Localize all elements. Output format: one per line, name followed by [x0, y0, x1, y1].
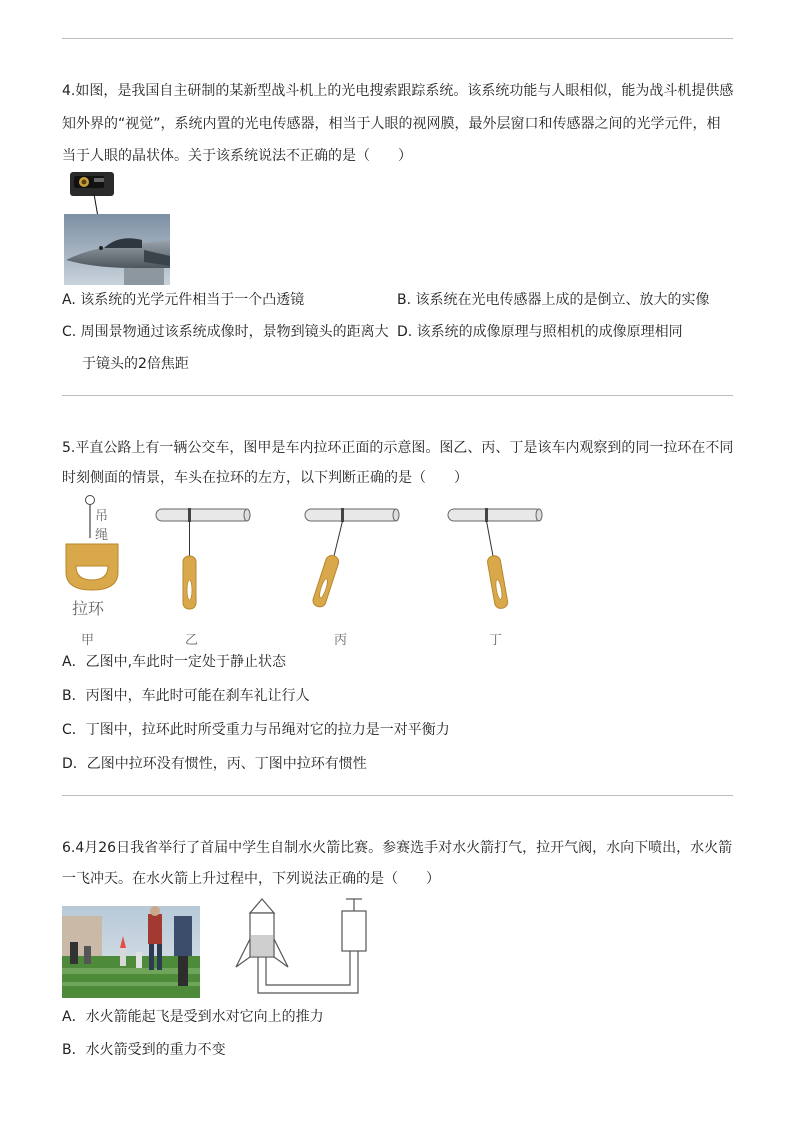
- divider-q4-q5: [62, 395, 733, 396]
- q5-caption-ding: 丁: [489, 633, 503, 648]
- q5-option-c[interactable]: C．丁图中，拉环此时所受重力与吊绳对它的拉力是一对平衡力: [62, 722, 450, 738]
- divider-top: [62, 38, 733, 39]
- q4-option-c[interactable]: C. 周围景物通过该系统成像时，景物到镜头的距离大: [62, 324, 389, 340]
- q5-stem-line-2: 时刻侧面的情景，车头在拉环的左方，以下判断正确的是（ ）: [62, 470, 468, 486]
- q5-stem-line-1: 5.平直公路上有一辆公交车，图甲是车内拉环正面的示意图。图乙、丙、丁是该车内观察到的同一拉环在不同: [62, 440, 734, 456]
- q5-figure-ding: [447, 504, 547, 614]
- q5-caption-bing: 丙: [334, 633, 348, 648]
- q6-option-b[interactable]: B．水火箭受到的重力不变: [62, 1042, 226, 1058]
- q4-stem-line-3: 当于人眼的晶状体。关于该系统说法不正确的是（ ）: [62, 148, 412, 164]
- q6-stem-line-2: 一飞冲天。在水火箭上升过程中，下列说法正确的是（ ）: [62, 871, 440, 887]
- q4-fighter-jet-image: [64, 170, 170, 285]
- q4-option-c-continued: 于镜头的2倍焦距: [82, 356, 189, 372]
- q5-rope-label-2: 绳: [95, 528, 109, 543]
- q4-stem-line-2: 知外界的“视觉”，系统内置的光电传感器，相当于人眼的视网膜，最外层窗口和传感器之间的光学元件，相: [62, 116, 721, 132]
- q5-option-d[interactable]: D．乙图中拉环没有惯性，丙、丁图中拉环有惯性: [62, 756, 367, 772]
- q5-option-a[interactable]: A．乙图中,车此时一定处于静止状态: [62, 654, 287, 670]
- q5-figure-yi: [155, 504, 255, 614]
- q5-caption-yi: 乙: [185, 633, 199, 648]
- q6-water-rocket-diagram: [228, 895, 376, 999]
- q4-option-d[interactable]: D. 该系统的成像原理与照相机的成像原理相同: [397, 324, 683, 340]
- q6-stem-line-1: 6.4月26日我省举行了首届中学生自制水火箭比赛。参赛选手对水火箭打气，拉开气阀，水向下喷出，水火箭: [62, 840, 733, 856]
- q5-rope-label-1: 吊: [95, 509, 109, 524]
- divider-q5-q6: [62, 795, 733, 796]
- q5-figure-bing: [304, 504, 404, 614]
- q6-competition-photo: [62, 906, 200, 998]
- q5-ring-label: 拉环: [72, 599, 105, 618]
- q4-option-b[interactable]: B. 该系统在光电传感器上成的是倒立、放大的实像: [397, 292, 710, 308]
- q4-option-a[interactable]: A. 该系统的光学元件相当于一个凸透镜: [62, 292, 305, 308]
- q5-caption-jia: 甲: [81, 633, 95, 648]
- q5-option-b[interactable]: B．丙图中，车此时可能在刹车礼让行人: [62, 688, 310, 704]
- q4-stem-line-1: 4.如图，是我国自主研制的某新型战斗机上的光电搜索跟踪系统。该系统功能与人眼相似，能为战斗机提供感: [62, 83, 734, 99]
- q6-option-a[interactable]: A．水火箭能起飞是受到水对它向上的推力: [62, 1009, 324, 1025]
